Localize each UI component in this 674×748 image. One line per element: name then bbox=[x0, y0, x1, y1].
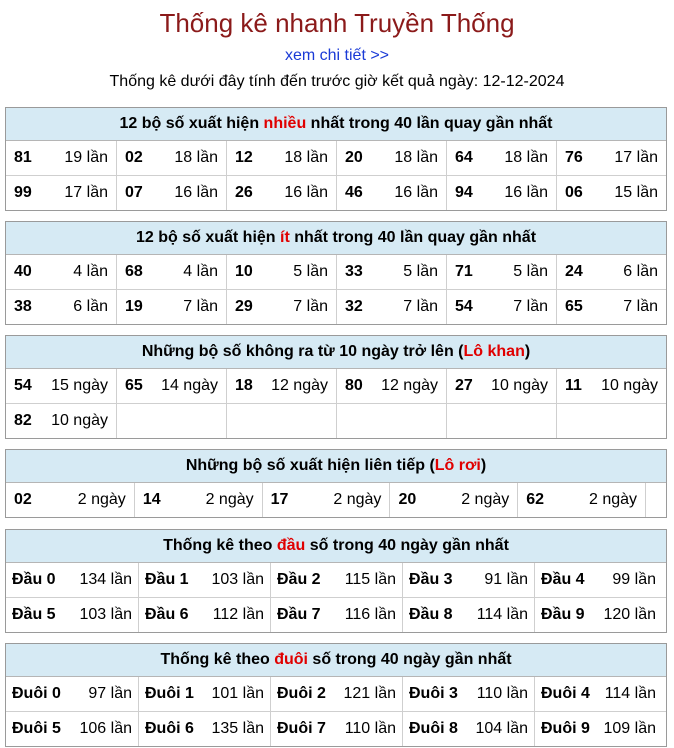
lo-khan-table bbox=[6, 369, 666, 438]
cell-key: Đầu 9 bbox=[541, 606, 585, 623]
heading-text: Những bộ số không ra từ 10 ngày trở lên ( bbox=[141, 343, 464, 360]
cell-value: 114 lần bbox=[604, 685, 656, 702]
table-cell bbox=[402, 598, 534, 632]
cell-key: 80 bbox=[345, 377, 363, 394]
cell-key: 26 bbox=[235, 184, 253, 201]
view-details-link[interactable]: xem chi tiết >> bbox=[284, 47, 390, 64]
lo-roi-heading bbox=[6, 450, 666, 483]
table-cell bbox=[336, 369, 446, 403]
cell-key: 81 bbox=[14, 149, 32, 166]
heading-highlight: nhiều bbox=[263, 115, 307, 132]
table-cell bbox=[116, 404, 226, 438]
cell-key: 17 bbox=[270, 491, 289, 508]
table-cell bbox=[138, 563, 270, 597]
dau-panel bbox=[5, 529, 667, 633]
table-row bbox=[6, 403, 666, 438]
cell-key: Đầu 7 bbox=[277, 606, 321, 623]
cell-value: 19 lần bbox=[64, 149, 108, 166]
table-cell bbox=[402, 677, 534, 711]
duoi-panel bbox=[5, 643, 667, 747]
table-cell bbox=[446, 404, 556, 438]
cell-key: Đuôi 5 bbox=[12, 720, 61, 737]
table-cell bbox=[556, 141, 666, 175]
heading-text: Những bộ số xuất hiện liên tiếp ( bbox=[185, 457, 435, 474]
table-cell bbox=[6, 483, 134, 517]
cell-value: 5 lần bbox=[403, 263, 438, 280]
cell-key: Đầu 2 bbox=[277, 571, 321, 588]
duoi-heading bbox=[6, 644, 666, 677]
cell-key: Đuôi 9 bbox=[541, 720, 590, 737]
cell-value: 2 ngày bbox=[333, 491, 382, 508]
cell-value: 12 ngày bbox=[381, 377, 438, 394]
cell-value: 103 lần bbox=[79, 606, 132, 623]
cell-key: 11 bbox=[565, 377, 582, 394]
cell-key: 33 bbox=[345, 263, 363, 280]
most-frequent-panel bbox=[5, 107, 667, 211]
cell-key: 02 bbox=[125, 149, 143, 166]
table-cell bbox=[138, 677, 270, 711]
cell-key: Đầu 8 bbox=[409, 606, 453, 623]
cell-key: Đuôi 8 bbox=[409, 720, 458, 737]
table-row bbox=[6, 289, 666, 324]
cell-key: Đầu 6 bbox=[145, 606, 189, 623]
cell-value: 14 ngày bbox=[161, 377, 218, 394]
cell-key: Đuôi 3 bbox=[409, 685, 458, 702]
cell-value: 106 lần bbox=[79, 720, 132, 737]
cell-value: 110 lần bbox=[476, 685, 528, 702]
table-cell bbox=[138, 598, 270, 632]
page-title: Thống kê nhanh Truyền Thống bbox=[159, 8, 515, 38]
cell-key: 40 bbox=[14, 263, 32, 280]
table-cell bbox=[402, 712, 534, 746]
most-frequent-heading bbox=[6, 108, 666, 141]
cell-key: 99 bbox=[14, 184, 32, 201]
heading-highlight: đuôi bbox=[274, 651, 308, 668]
cell-value: 18 lần bbox=[284, 149, 328, 166]
table-cell bbox=[116, 141, 226, 175]
cell-key: Đuôi 4 bbox=[541, 685, 590, 702]
heading-text: ) bbox=[480, 457, 487, 474]
cell-value: 6 lần bbox=[73, 298, 108, 315]
table-cell bbox=[270, 598, 402, 632]
table-cell bbox=[270, 712, 402, 746]
table-cell bbox=[226, 404, 336, 438]
cell-key: 20 bbox=[345, 149, 363, 166]
table-cell bbox=[6, 369, 116, 403]
cell-value: 12 ngày bbox=[271, 377, 328, 394]
table-cell bbox=[389, 483, 517, 517]
table-cell bbox=[556, 255, 666, 289]
table-cell bbox=[116, 369, 226, 403]
table-row bbox=[6, 141, 666, 175]
heading-text: Thống kê theo bbox=[160, 651, 275, 668]
cell-key: 32 bbox=[345, 298, 363, 315]
cell-value: 103 lần bbox=[211, 571, 264, 588]
table-cell bbox=[534, 563, 662, 597]
table-row bbox=[6, 369, 666, 403]
cell-key: Đầu 5 bbox=[12, 606, 56, 623]
heading-highlight: ít bbox=[280, 229, 290, 246]
heading-text: 12 bộ số xuất hiện bbox=[119, 115, 264, 132]
heading-highlight: Lô rơi bbox=[434, 457, 481, 474]
heading-text: nhất trong 40 lần quay gần nhất bbox=[306, 115, 553, 132]
cell-key: 82 bbox=[14, 412, 32, 429]
cell-value: 135 lần bbox=[211, 720, 264, 737]
cell-value: 121 lần bbox=[343, 685, 396, 702]
cell-key: 65 bbox=[125, 377, 143, 394]
table-cell bbox=[556, 176, 666, 210]
table-cell bbox=[226, 255, 336, 289]
table-cell bbox=[6, 290, 116, 324]
dau-table bbox=[6, 563, 666, 632]
cell-key: 14 bbox=[142, 491, 161, 508]
table-cell bbox=[336, 404, 446, 438]
cell-value: 7 lần bbox=[183, 298, 218, 315]
cell-value: 16 lần bbox=[394, 184, 438, 201]
cell-value: 134 lần bbox=[79, 571, 132, 588]
table-cell bbox=[336, 290, 446, 324]
cell-value: 7 lần bbox=[403, 298, 438, 315]
table-cell bbox=[446, 141, 556, 175]
cell-value: 15 ngày bbox=[51, 377, 108, 394]
least-frequent-heading bbox=[6, 222, 666, 255]
cell-key: 62 bbox=[526, 491, 545, 508]
cell-value: 97 lần bbox=[88, 685, 132, 702]
cell-key: Đầu 1 bbox=[145, 571, 189, 588]
cell-value: 17 lần bbox=[64, 184, 108, 201]
table-cell bbox=[556, 369, 666, 403]
cell-value: 101 lần bbox=[211, 685, 264, 702]
table-cell bbox=[446, 369, 556, 403]
cell-value: 110 lần bbox=[344, 720, 396, 737]
table-cell bbox=[226, 176, 336, 210]
cell-value: 7 lần bbox=[513, 298, 548, 315]
cell-value: 115 lần bbox=[344, 571, 396, 588]
table-cell bbox=[556, 290, 666, 324]
cell-value: 10 ngày bbox=[601, 377, 658, 394]
table-row bbox=[6, 175, 666, 210]
least-frequent-panel bbox=[5, 221, 667, 325]
cell-key: 71 bbox=[455, 263, 473, 280]
table-cell bbox=[6, 563, 138, 597]
cell-key: 20 bbox=[398, 491, 417, 508]
cell-key: 76 bbox=[565, 149, 583, 166]
table-cell bbox=[6, 255, 116, 289]
cell-key: Đầu 3 bbox=[409, 571, 453, 588]
cell-value: 5 lần bbox=[513, 263, 548, 280]
cell-value: 2 ngày bbox=[589, 491, 638, 508]
table-cell bbox=[446, 255, 556, 289]
cell-value: 2 ngày bbox=[461, 491, 510, 508]
cell-value: 18 lần bbox=[504, 149, 548, 166]
table-cell bbox=[6, 404, 116, 438]
heading-text: ) bbox=[524, 343, 531, 360]
heading-highlight: đầu bbox=[276, 537, 306, 554]
cell-key: 65 bbox=[565, 298, 583, 315]
cell-value: 7 lần bbox=[293, 298, 328, 315]
cell-key: 54 bbox=[455, 298, 473, 315]
cell-key: 46 bbox=[345, 184, 363, 201]
cell-key: Đầu 4 bbox=[541, 571, 585, 588]
table-cell bbox=[116, 255, 226, 289]
least-frequent-table bbox=[6, 255, 666, 324]
cell-key: 29 bbox=[235, 298, 253, 315]
cell-key: Đuôi 2 bbox=[277, 685, 326, 702]
table-cell bbox=[336, 141, 446, 175]
cell-value: 17 lần bbox=[614, 149, 658, 166]
cell-value: 2 ngày bbox=[205, 491, 254, 508]
cell-key: 64 bbox=[455, 149, 473, 166]
cell-key: Đầu 0 bbox=[12, 571, 56, 588]
table-cell bbox=[534, 712, 662, 746]
heading-text: số trong 40 ngày gần nhất bbox=[307, 651, 512, 668]
table-cell bbox=[534, 598, 662, 632]
table-row bbox=[6, 597, 666, 632]
table-cell bbox=[402, 563, 534, 597]
table-cell bbox=[446, 290, 556, 324]
cell-key: 24 bbox=[565, 263, 583, 280]
cell-value: 16 lần bbox=[504, 184, 548, 201]
table-cell bbox=[6, 712, 138, 746]
lo-roi-row bbox=[6, 483, 666, 517]
cell-value: 10 ngày bbox=[491, 377, 548, 394]
cell-value: 16 lần bbox=[174, 184, 218, 201]
cell-value: 4 lần bbox=[73, 263, 108, 280]
cell-key: 19 bbox=[125, 298, 143, 315]
table-cell bbox=[226, 141, 336, 175]
table-cell bbox=[226, 369, 336, 403]
cell-key: 18 bbox=[235, 377, 253, 394]
cell-key: Đuôi 1 bbox=[145, 685, 194, 702]
table-cell bbox=[336, 255, 446, 289]
table-row bbox=[6, 711, 666, 746]
heading-text: số trong 40 ngày gần nhất bbox=[305, 537, 509, 554]
cell-value: 15 lần bbox=[614, 184, 658, 201]
table-cell bbox=[134, 483, 262, 517]
cell-value: 112 lần bbox=[212, 606, 264, 623]
lo-roi-panel bbox=[5, 449, 667, 518]
cell-value: 109 lần bbox=[603, 720, 656, 737]
cell-key: 10 bbox=[235, 263, 253, 280]
cell-key: 94 bbox=[455, 184, 473, 201]
cell-key: 27 bbox=[455, 377, 473, 394]
table-cell bbox=[446, 176, 556, 210]
table-cell bbox=[138, 712, 270, 746]
table-cell bbox=[270, 563, 402, 597]
table-row bbox=[6, 563, 666, 597]
table-cell bbox=[116, 176, 226, 210]
table-cell bbox=[556, 404, 666, 438]
cell-value: 104 lần bbox=[475, 720, 528, 737]
cell-key: Đuôi 7 bbox=[277, 720, 326, 737]
cell-key: Đuôi 0 bbox=[12, 685, 61, 702]
table-cell bbox=[517, 483, 645, 517]
table-cell bbox=[336, 176, 446, 210]
cell-key: 06 bbox=[565, 184, 583, 201]
table-cell bbox=[6, 677, 138, 711]
cell-key: 54 bbox=[14, 377, 32, 394]
heading-text: 12 bộ số xuất hiện bbox=[135, 229, 280, 246]
heading-text: nhất trong 40 lần quay gần nhất bbox=[289, 229, 537, 246]
heading-text: Thống kê theo bbox=[163, 537, 277, 554]
cell-value: 4 lần bbox=[183, 263, 218, 280]
table-row bbox=[6, 677, 666, 711]
table-cell bbox=[116, 290, 226, 324]
lo-khan-panel bbox=[5, 335, 667, 439]
table-cell bbox=[6, 141, 116, 175]
cell-value: 6 lần bbox=[623, 263, 658, 280]
cell-value: 2 ngày bbox=[77, 491, 126, 508]
cell-value: 91 lần bbox=[484, 571, 528, 588]
heading-highlight: Lô khan bbox=[463, 343, 525, 360]
table-cell bbox=[6, 176, 116, 210]
table-cell bbox=[262, 483, 390, 517]
cell-key: 07 bbox=[125, 184, 143, 201]
cell-key: 02 bbox=[14, 491, 32, 508]
cell-value: 18 lần bbox=[174, 149, 218, 166]
cell-value: 10 ngày bbox=[51, 412, 108, 429]
cell-key: 12 bbox=[235, 149, 253, 166]
cell-value: 99 lần bbox=[612, 571, 656, 588]
cell-value: 116 lần bbox=[344, 606, 396, 623]
cell-value: 114 lần bbox=[476, 606, 528, 623]
table-cell bbox=[226, 290, 336, 324]
dau-heading bbox=[6, 530, 666, 563]
most-frequent-table bbox=[6, 141, 666, 210]
cell-value: 120 lần bbox=[603, 606, 656, 623]
cell-key: Đuôi 6 bbox=[145, 720, 194, 737]
table-cell bbox=[6, 598, 138, 632]
cell-key: 38 bbox=[14, 298, 32, 315]
cell-key: 68 bbox=[125, 263, 143, 280]
cell-value: 18 lần bbox=[394, 149, 438, 166]
duoi-table bbox=[6, 677, 666, 746]
cell-value: 16 lần bbox=[284, 184, 328, 201]
cell-value: 7 lần bbox=[623, 298, 658, 315]
empty-cell bbox=[645, 483, 666, 517]
table-cell bbox=[534, 677, 662, 711]
table-cell bbox=[270, 677, 402, 711]
lo-khan-heading bbox=[6, 336, 666, 369]
table-row bbox=[6, 255, 666, 289]
cell-value: 5 lần bbox=[293, 263, 328, 280]
page-subtitle: Thống kê dưới đây tính đến trước giờ kết quả ngày: 12-12-2024 bbox=[109, 73, 565, 90]
